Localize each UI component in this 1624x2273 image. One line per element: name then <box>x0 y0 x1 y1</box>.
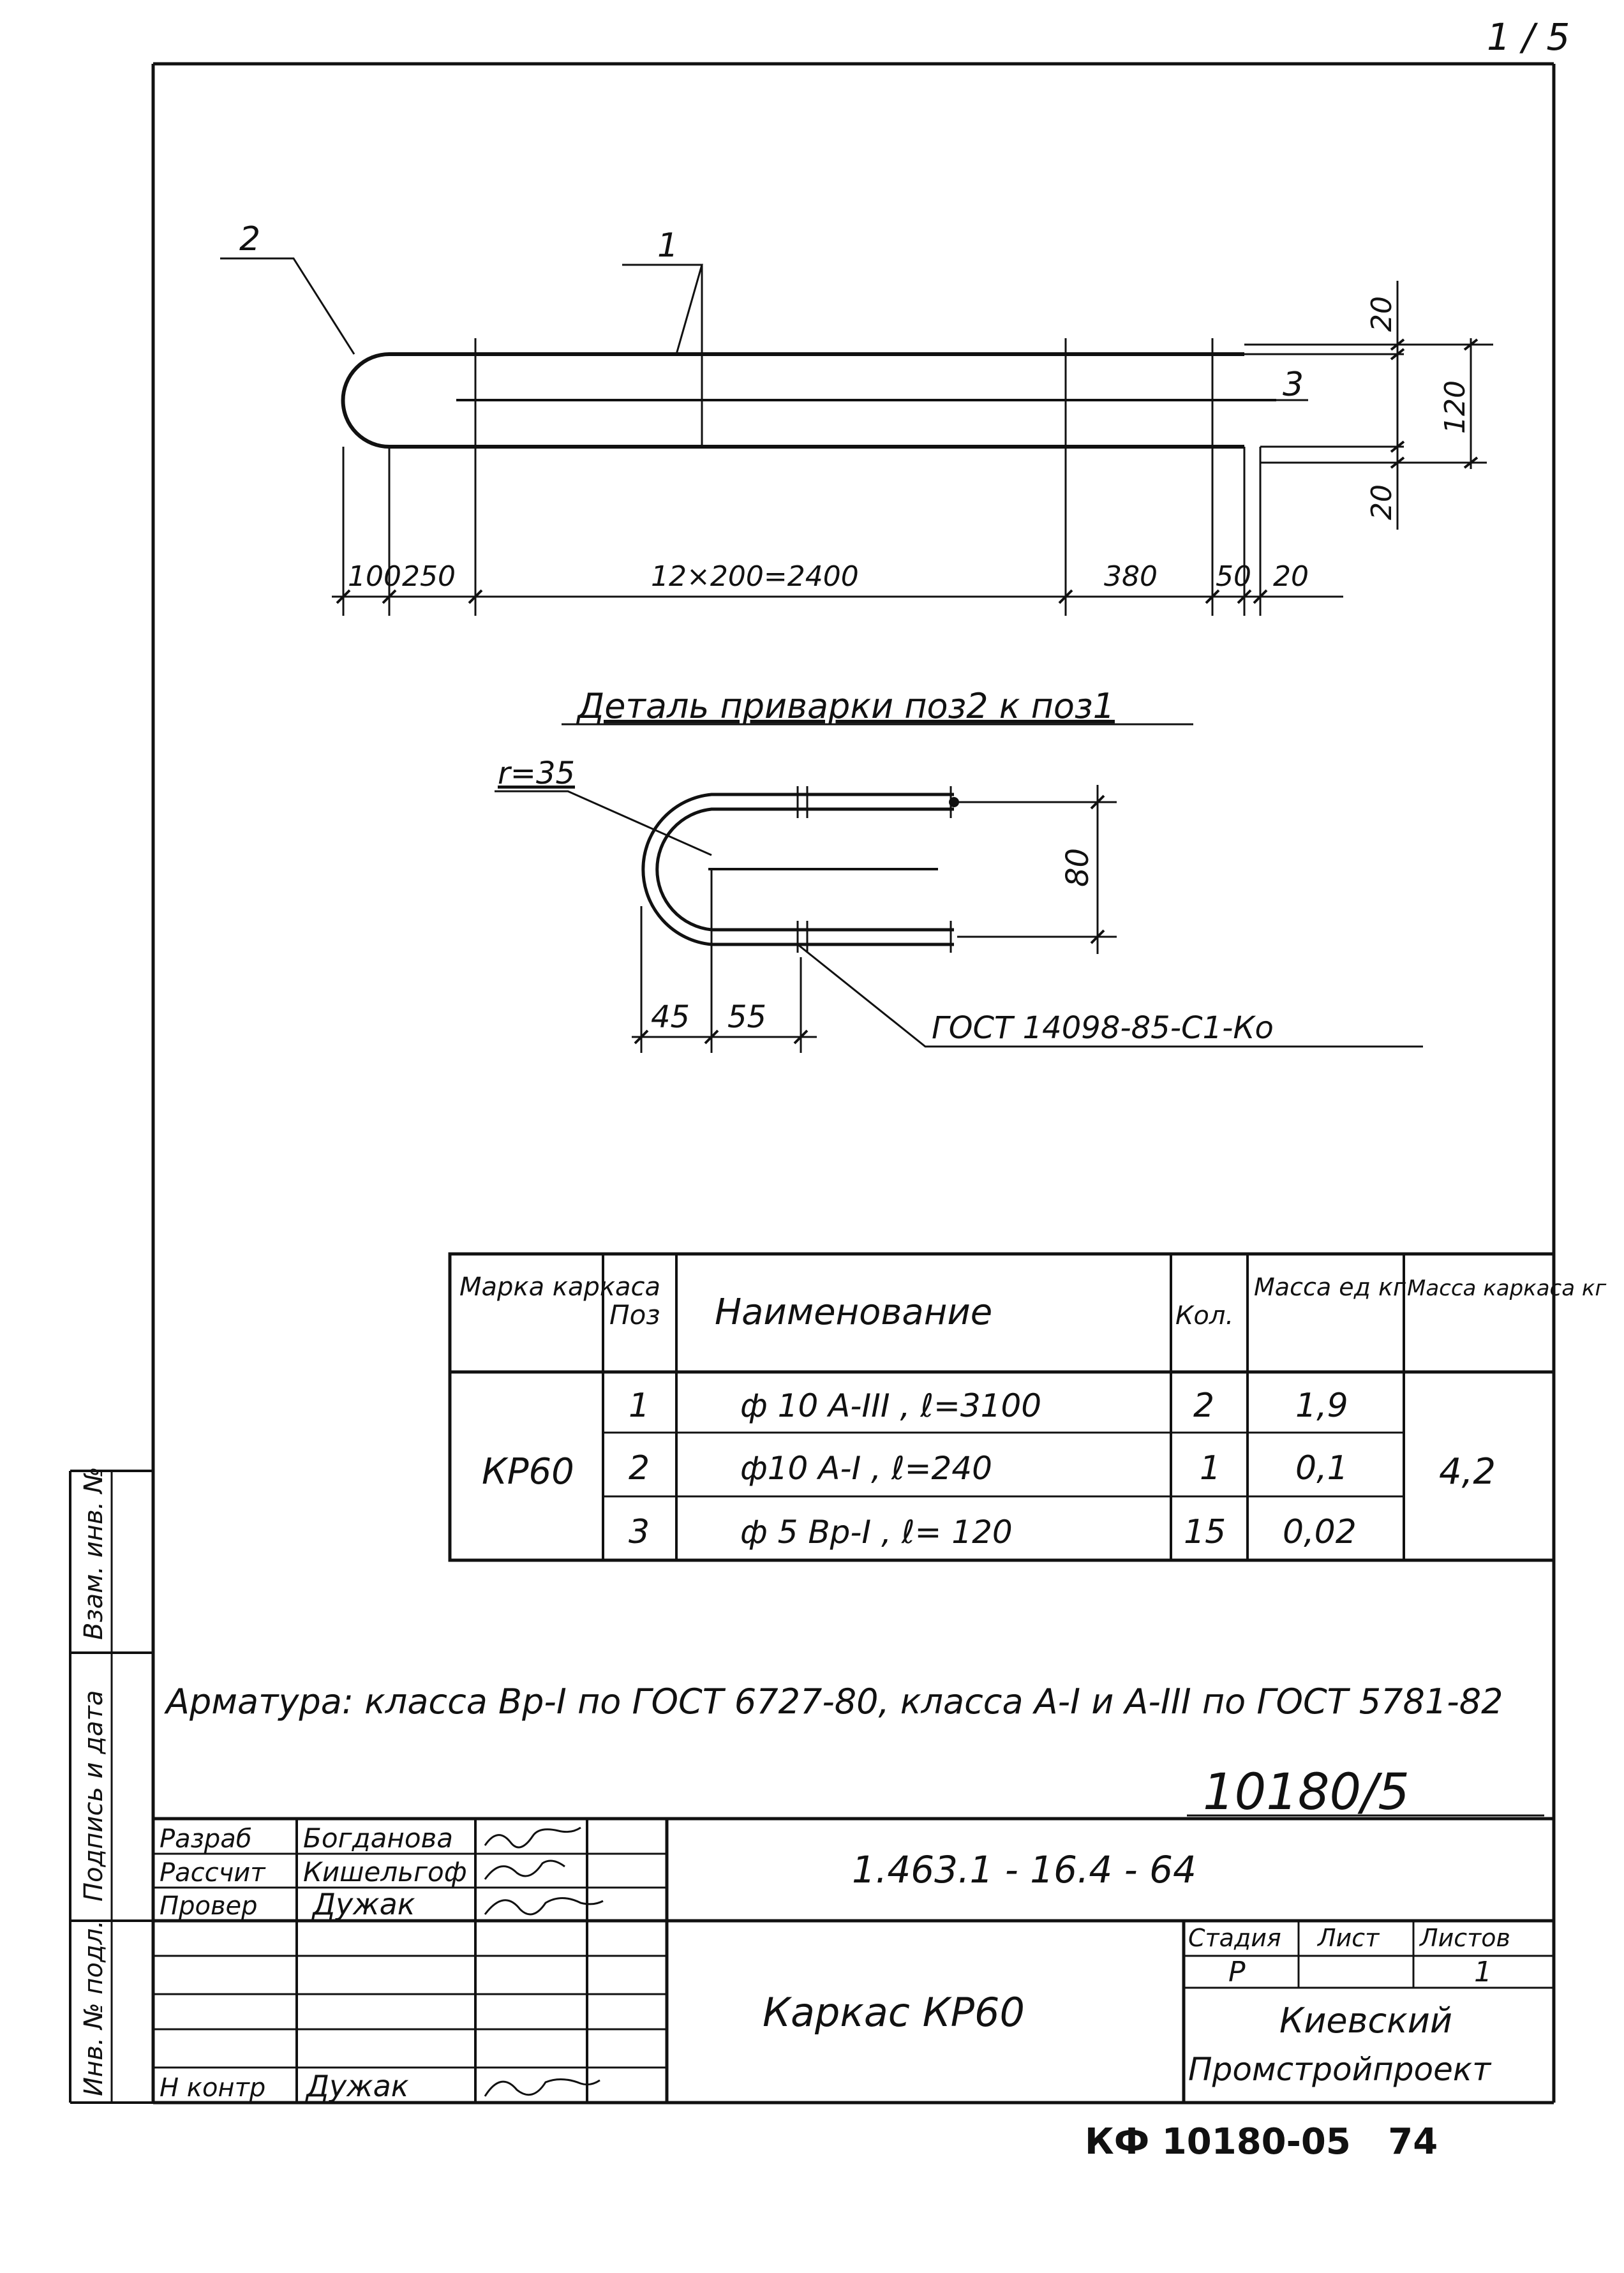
role-checked: Провер <box>160 1891 258 1921</box>
header-unit-mass: Масса ед кг <box>1254 1273 1406 1301</box>
header-name: Наименование <box>715 1292 993 1333</box>
row3-qty: 15 <box>1184 1513 1226 1551</box>
row2-qty: 1 <box>1200 1449 1221 1487</box>
signature-marks <box>485 1828 603 2096</box>
dim-2400: 12×200=2400 <box>651 560 859 593</box>
sheets-total-value: 1 <box>1474 1956 1492 1988</box>
header-mark: Марка каркаса <box>459 1272 661 1302</box>
drawing-title: Каркас КР60 <box>763 1989 1025 2036</box>
u-bend-pos2 <box>343 354 389 447</box>
dim-380: 380 <box>1104 560 1158 593</box>
row3-name: ф 5 Вр-I , ℓ= 120 <box>740 1514 1013 1551</box>
role-norm-control: Н контр <box>160 2073 266 2103</box>
row1-qty: 2 <box>1193 1387 1215 1425</box>
name-developer: Богданова <box>303 1822 453 1854</box>
row2-pos: 2 <box>629 1449 650 1487</box>
role-developer: Разраб <box>160 1824 252 1854</box>
name-calculated: Кишельгоф <box>303 1856 467 1888</box>
detail-dim-80: 80 <box>1060 847 1096 887</box>
callout-pos3: 3 <box>1283 366 1304 404</box>
dim-20-top: 20 <box>1366 296 1398 332</box>
dim-50: 50 <box>1216 560 1251 593</box>
name-norm-control: Дужак <box>306 2069 409 2103</box>
name-checked: Дужак <box>313 1887 415 1921</box>
footer-code: КФ 10180-05 74 <box>1085 2121 1438 2163</box>
org-line2: Промстройпроект <box>1188 2051 1491 2088</box>
col-sheets: Листов <box>1420 1924 1510 1952</box>
row1-mass: 1,9 <box>1295 1387 1348 1425</box>
document-code: 1.463.1 - 16.4 - 64 <box>852 1848 1196 1891</box>
callout-pos2: 2 <box>239 220 261 258</box>
side-label-inv-original: Инв. № подл. <box>79 1920 108 2096</box>
cell-mark: КР60 <box>482 1451 574 1493</box>
row1-name: ф 10 А-III , ℓ=3100 <box>740 1387 1042 1424</box>
side-label-signature-date: Подпись и дата <box>79 1690 108 1902</box>
row3-pos: 3 <box>629 1513 650 1551</box>
detail-dim-55: 55 <box>727 999 767 1035</box>
header-frame-mass: Масса каркаса кг <box>1407 1276 1607 1301</box>
stage-value: Р <box>1228 1956 1246 1988</box>
dim-100: 100 <box>348 560 401 593</box>
role-calculated: Рассчит <box>160 1858 265 1888</box>
row1-pos: 1 <box>629 1387 650 1425</box>
col-sheet: Лист <box>1318 1924 1380 1952</box>
reinforcement-note: Арматура: класса Вр-I по ГОСТ 6727-80, класса А-I и А-III по ГОСТ 5781-82 <box>166 1681 1503 1722</box>
dim-120: 120 <box>1439 380 1471 434</box>
dim-250: 250 <box>402 560 456 593</box>
callout-pos1: 1 <box>657 227 679 265</box>
side-label-replaced-inv: Взам. инв. № <box>79 1466 108 1640</box>
header-qty: Кол. <box>1175 1301 1234 1330</box>
detail-weld-label: ГОСТ 14098-85-С1-Ко <box>932 1010 1274 1046</box>
dim-20-bottom: 20 <box>1273 560 1309 593</box>
row2-mass: 0,1 <box>1295 1449 1348 1487</box>
sheet-corner-mark: 1 / 5 <box>1487 15 1570 59</box>
detail-radius: r=35 <box>498 756 576 791</box>
header-pos: Поз <box>609 1299 660 1330</box>
cell-total-mass: 4,2 <box>1439 1451 1496 1493</box>
row2-name: ф10 А-I , ℓ=240 <box>740 1450 992 1487</box>
stamp-number: 10180/5 <box>1203 1764 1410 1821</box>
detail-dim-45: 45 <box>651 999 690 1035</box>
col-stage: Стадия <box>1188 1924 1281 1952</box>
detail-title: Деталь приварки поз2 к поз1 <box>577 686 1115 726</box>
row3-mass: 0,02 <box>1283 1513 1357 1551</box>
org-line1: Киевский <box>1279 2001 1452 2041</box>
dim-20-lower: 20 <box>1366 484 1398 520</box>
